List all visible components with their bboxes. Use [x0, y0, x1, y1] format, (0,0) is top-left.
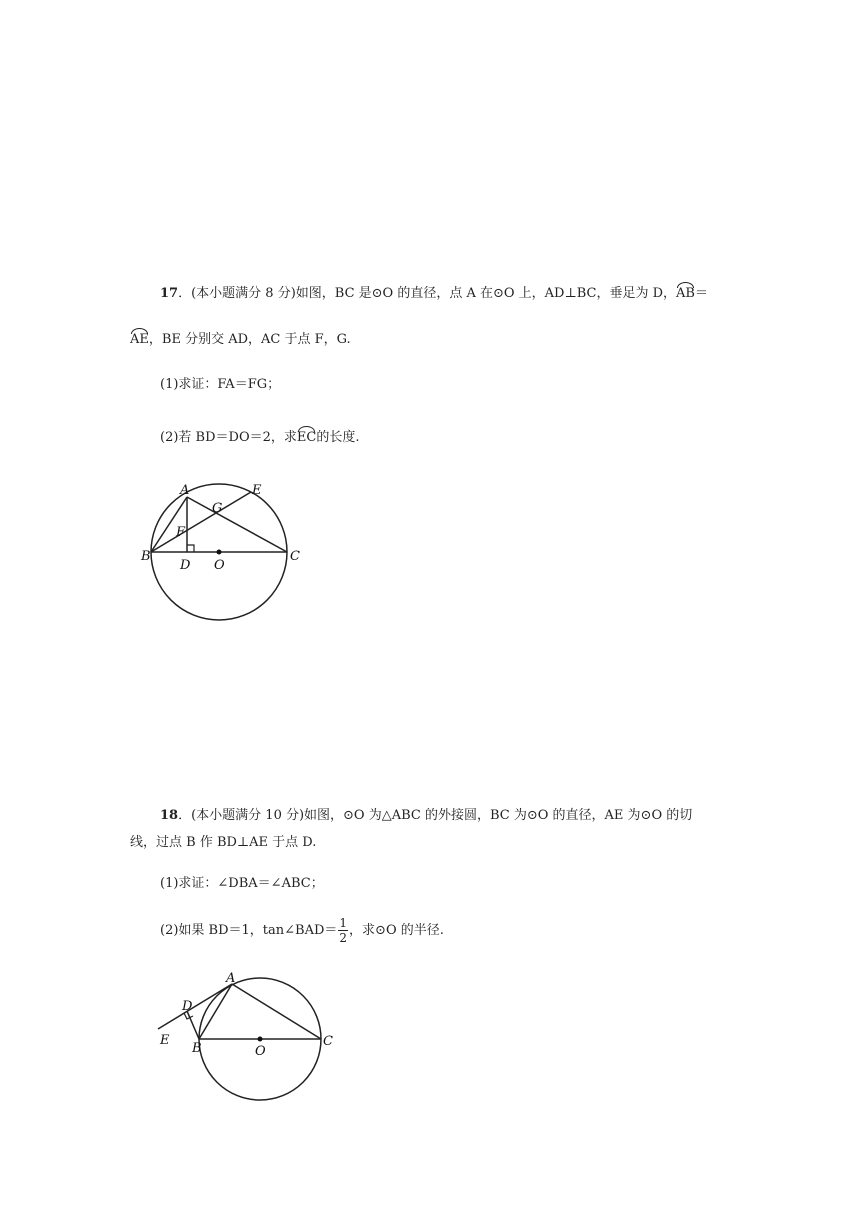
q18-line1 — [160, 807, 692, 825]
q18-label-o: O — [255, 1044, 266, 1059]
q18-part2 — [160, 916, 444, 945]
q17-right-angle-mark — [187, 545, 194, 552]
q17-label-e: E — [252, 483, 262, 498]
q18-frac-denominator: 2 — [339, 931, 348, 945]
q18-label-d: D — [182, 999, 193, 1014]
q18-frac-numerator: 1 — [339, 916, 348, 930]
q18-segment-ab — [199, 984, 232, 1039]
q18-number: 18 — [160, 808, 179, 823]
q18-figure — [150, 968, 350, 1108]
q17-arc-ab: AB — [676, 286, 695, 301]
q18-label-e: E — [160, 1033, 170, 1048]
q17-part2-lead: (2)若 BD＝DO＝2，求 — [160, 430, 297, 445]
q18-segment-ac — [232, 984, 321, 1039]
q17-label-o: O — [214, 558, 225, 573]
q17-part1: (1)求证：FA＝FG； — [160, 377, 281, 392]
q17-line2 — [130, 331, 351, 349]
q17-line1-text: ．(本小题满分 8 分)如图，BC 是⊙O 的直径，点 A 在⊙O 上，AD⊥BC，垂足为 D， — [178, 286, 676, 301]
q18-center-dot — [258, 1037, 263, 1042]
q17-figure — [130, 470, 310, 625]
q17-line2-text: ，BE 分别交 AD，AC 于点 F，G. — [148, 332, 351, 347]
q18-part1: (1)求证：∠DBA＝∠ABC； — [160, 876, 324, 891]
q18-tangent-line — [158, 984, 232, 1029]
q18-line1-text: ．(本小题满分 10 分)如图，⊙O 为△ABC 的外接圆，BC 为⊙O 的直径，AE 为⊙O 的切 — [178, 808, 693, 823]
q17-label-d: D — [180, 558, 191, 573]
q18-line2: 线，过点 B 作 BD⊥AE 于点 D. — [130, 835, 317, 850]
q17-label-a: A — [180, 483, 190, 498]
q18-label-a: A — [226, 971, 236, 986]
q17-segment-ac — [187, 497, 287, 552]
q18-segment-bd — [187, 1011, 199, 1039]
q18-fraction — [338, 916, 348, 945]
q18-label-c: C — [323, 1034, 333, 1049]
q17-arc-ec: EC — [296, 430, 317, 445]
q17-label-f: F — [176, 525, 186, 540]
q17-label-b: B — [141, 549, 151, 564]
q17-label-c: C — [290, 549, 300, 564]
q17-segment-be — [151, 492, 251, 552]
q17-line1 — [160, 285, 708, 303]
q17-center-dot — [217, 550, 222, 555]
q17-equals: ＝ — [694, 286, 708, 301]
q18-part2-tail: ，求⊙O 的半径. — [349, 923, 444, 938]
q17-part2-tail: 的长度. — [316, 430, 360, 445]
q17-number: 17 — [160, 286, 179, 301]
q18-label-b: B — [192, 1041, 202, 1056]
q17-arc-ae: AE — [130, 332, 149, 347]
q17-part2 — [160, 429, 359, 447]
q17-label-g: G — [212, 501, 223, 516]
q18-part2-lead: (2)如果 BD＝1，tan∠BAD＝ — [160, 923, 338, 938]
